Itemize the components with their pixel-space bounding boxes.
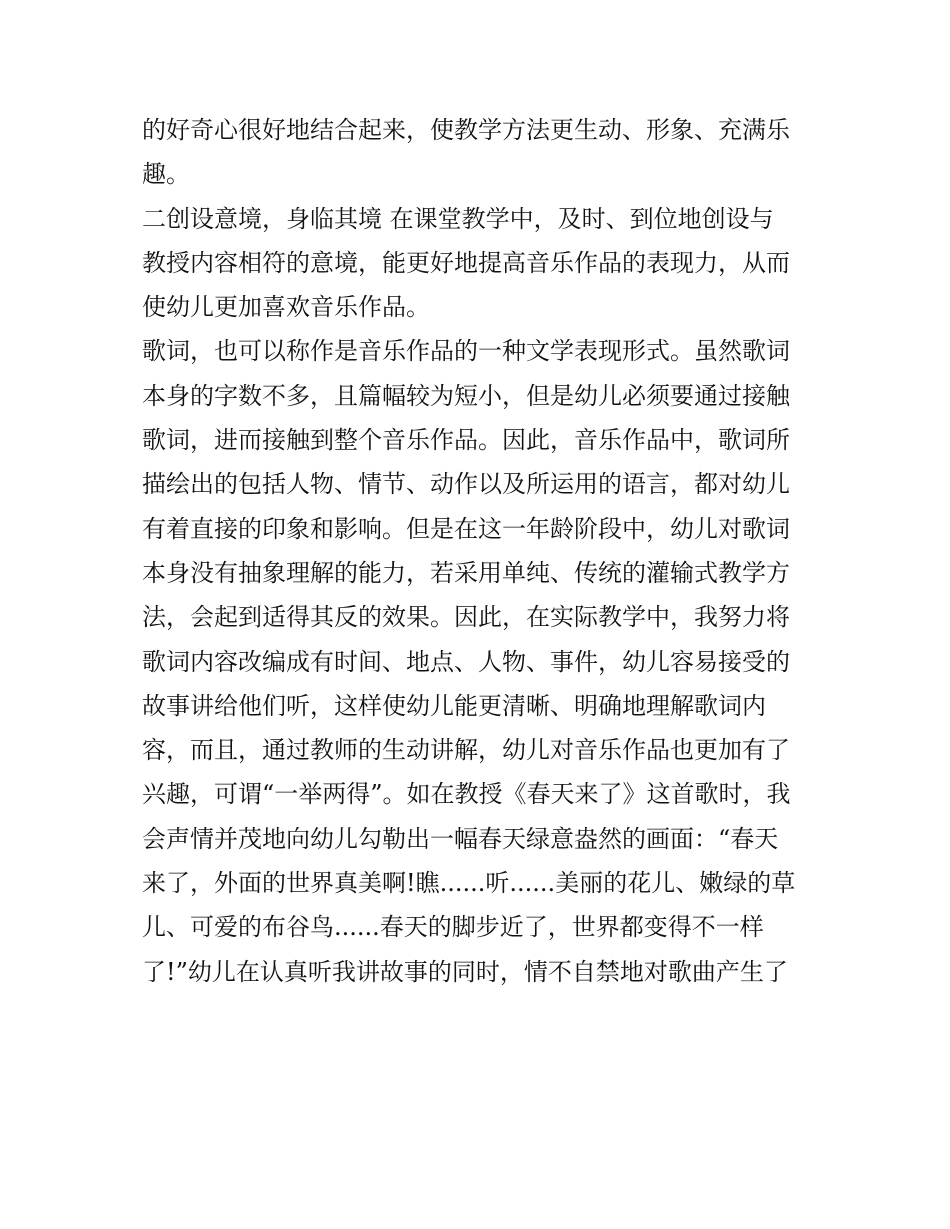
- text-line: 来了，外面的世界真美啊!瞧......听......美丽的花儿、嫩绿的草: [142, 869, 796, 898]
- text-line: 法，会起到适得其反的效果。因此，在实际教学中，我努力将: [142, 603, 790, 632]
- text-line: 的好奇心很好地结合起来，使教学方法更生动、形象、充满乐: [142, 116, 790, 144]
- text-line: 兴趣，可谓“一举两得”。如在教授《春天来了》这首歌时，我: [142, 780, 791, 809]
- text-line: 了!”幼儿在认真听我讲故事的同时，情不自禁地对歌曲产生了: [142, 957, 788, 986]
- text-line: 本身没有抽象理解的能力，若采用单纯、传统的灌输式教学方: [142, 558, 790, 587]
- text-line: 趣。: [142, 160, 190, 189]
- text-line: 故事讲给他们听，这样使幼儿能更清晰、明确地理解歌词内: [142, 691, 766, 720]
- text-line: 容，而且，通过教师的生动讲解，幼儿对音乐作品也更加有了: [142, 736, 790, 765]
- body-text: [142, 108, 822, 994]
- text-line: 本身的字数不多，且篇幅较为短小，但是幼儿必须要通过接触: [142, 381, 790, 410]
- text-line: 使幼儿更加喜欢音乐作品。: [142, 293, 430, 322]
- text-line: 歌词，也可以称作是音乐作品的一种文学表现形式。虽然歌词: [142, 337, 790, 366]
- text-line: 描绘出的包括人物、情节、动作以及所运用的语言，都对幼儿: [142, 470, 790, 499]
- text-line: 会声情并茂地向幼儿勾勒出一幅春天绿意盎然的画面：“春天: [142, 824, 779, 853]
- text-line: 二创设意境，身临其境 在课堂教学中，及时、到位地创设与: [142, 204, 774, 233]
- text-line: 有着直接的印象和影响。但是在这一年龄阶段中，幼儿对歌词: [142, 514, 790, 543]
- text-line: 教授内容相符的意境，能更好地提高音乐作品的表现力，从而: [142, 248, 790, 277]
- text-line: 歌词内容改编成有时间、地点、人物、事件，幼儿容易接受的: [142, 647, 790, 676]
- text-line: 歌词，进而接触到整个音乐作品。因此，音乐作品中，歌词所: [142, 426, 790, 455]
- text-line: 儿、可爱的布谷鸟......春天的脚步近了，世界都变得不一样: [142, 913, 764, 942]
